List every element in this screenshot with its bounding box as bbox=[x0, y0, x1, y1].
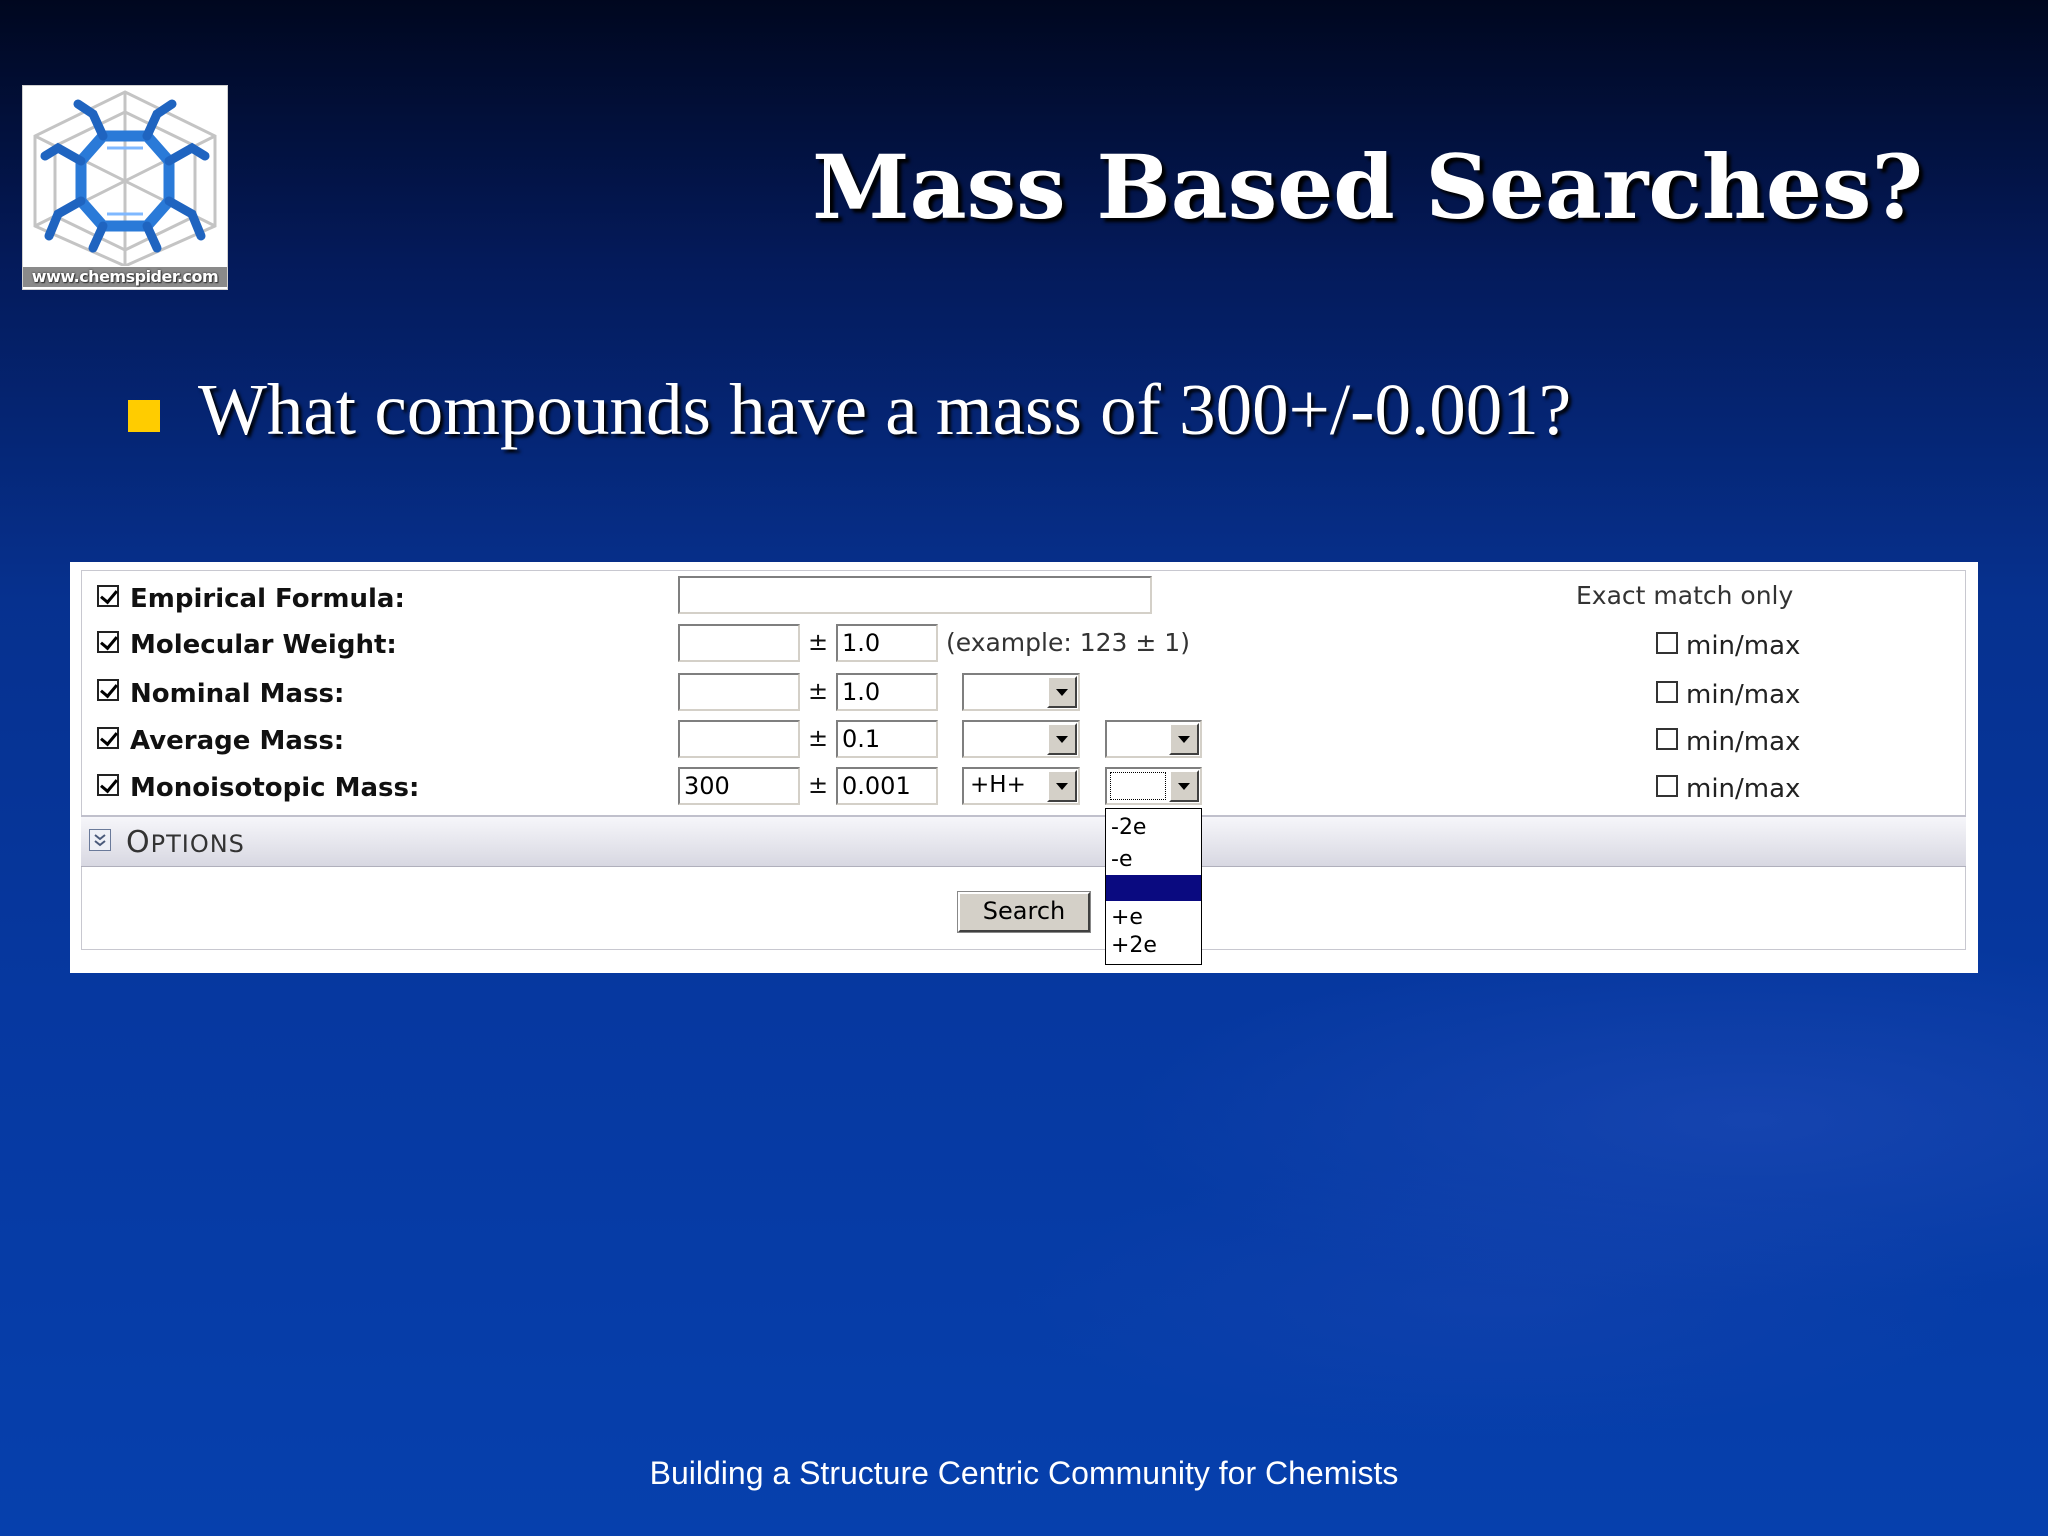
chevron-down-icon[interactable] bbox=[1047, 676, 1077, 708]
plus-minus-symbol: ± bbox=[808, 724, 829, 752]
options-toggle-bar[interactable] bbox=[81, 815, 1966, 867]
chevron-down-icon[interactable] bbox=[1169, 770, 1199, 802]
nominal-mass-checkbox[interactable] bbox=[97, 679, 119, 701]
monoisotopic-mass-minmax-label: min/max bbox=[1686, 774, 1801, 804]
options-label bbox=[126, 825, 245, 860]
molecular-weight-tolerance-input[interactable]: 1.0 bbox=[836, 624, 938, 662]
exact-match-label: Exact match only bbox=[1576, 581, 1794, 610]
bullet-text: What compounds have a mass of 300+/-0.001? bbox=[198, 369, 1572, 450]
plus-minus-symbol: ± bbox=[808, 771, 829, 799]
slide-title: Mass Based Searches? bbox=[812, 135, 1923, 239]
dropdown-option-minus-e[interactable]: -e bbox=[1111, 847, 1133, 872]
plus-minus-symbol: ± bbox=[808, 677, 829, 705]
average-mass-label: Average Mass: bbox=[130, 726, 345, 756]
search-form-panel bbox=[70, 562, 1978, 973]
nominal-mass-adduct-select[interactable] bbox=[962, 673, 1080, 711]
molecular-weight-label: Molecular Weight: bbox=[130, 630, 397, 660]
empirical-formula-checkbox[interactable] bbox=[97, 585, 119, 607]
dropdown-option-blank-selected[interactable] bbox=[1106, 875, 1201, 901]
average-mass-tolerance-input[interactable]: 0.1 bbox=[836, 720, 938, 758]
dropdown-option-minus-2e[interactable]: -2e bbox=[1111, 815, 1147, 840]
charge-dropdown-list[interactable] bbox=[1105, 808, 1202, 965]
monoisotopic-mass-charge-select[interactable] bbox=[1105, 767, 1202, 805]
plus-minus-symbol: ± bbox=[808, 628, 829, 656]
nominal-mass-minmax-label: min/max bbox=[1686, 680, 1801, 710]
logo-url-text: www.chemspider.com bbox=[23, 267, 227, 287]
monoisotopic-mass-label: Monoisotopic Mass: bbox=[130, 773, 420, 803]
options-label-first: O bbox=[126, 825, 151, 860]
average-mass-adduct-select[interactable] bbox=[962, 720, 1080, 758]
average-mass-minmax-checkbox[interactable] bbox=[1656, 728, 1678, 750]
nominal-mass-tolerance-input[interactable]: 1.0 bbox=[836, 673, 938, 711]
bullet-square-icon bbox=[128, 400, 160, 432]
spider-web-icon bbox=[23, 86, 227, 266]
search-button[interactable]: Search bbox=[958, 892, 1090, 932]
chevron-down-icon[interactable] bbox=[1047, 770, 1077, 802]
dropdown-option-plus-e[interactable]: +e bbox=[1111, 905, 1143, 930]
chemspider-logo bbox=[22, 85, 228, 290]
monoisotopic-mass-adduct-select[interactable] bbox=[962, 767, 1080, 805]
molecular-weight-example: (example: 123 ± 1) bbox=[946, 628, 1190, 657]
monoisotopic-mass-minmax-checkbox[interactable] bbox=[1656, 775, 1678, 797]
dropdown-option-plus-2e[interactable]: +2e bbox=[1111, 933, 1157, 958]
nominal-mass-minmax-checkbox[interactable] bbox=[1656, 681, 1678, 703]
average-mass-checkbox[interactable] bbox=[97, 727, 119, 749]
options-label-rest: PTIONS bbox=[150, 830, 245, 858]
slide-footer: Building a Structure Centric Community for Chemists bbox=[649, 1455, 1399, 1491]
average-mass-minmax-label: min/max bbox=[1686, 727, 1801, 757]
chevron-down-icon[interactable] bbox=[1047, 723, 1077, 755]
monoisotopic-mass-input[interactable]: 300 bbox=[678, 767, 800, 805]
double-chevron-down-icon[interactable] bbox=[89, 829, 111, 851]
monoisotopic-mass-tolerance-input[interactable]: 0.001 bbox=[836, 767, 938, 805]
average-mass-input[interactable] bbox=[678, 720, 800, 758]
monoisotopic-mass-checkbox[interactable] bbox=[97, 774, 119, 796]
nominal-mass-label: Nominal Mass: bbox=[130, 679, 345, 709]
molecular-weight-minmax-checkbox[interactable] bbox=[1656, 632, 1678, 654]
focus-outline bbox=[1110, 772, 1166, 800]
empirical-formula-label: Empirical Formula: bbox=[130, 584, 405, 614]
chevron-down-icon[interactable] bbox=[1169, 723, 1199, 755]
selected-value: +H+ bbox=[970, 772, 1026, 798]
nominal-mass-input[interactable] bbox=[678, 673, 800, 711]
molecular-weight-minmax-label: min/max bbox=[1686, 631, 1801, 661]
empirical-formula-input[interactable] bbox=[678, 576, 1152, 614]
molecular-weight-input[interactable] bbox=[678, 624, 800, 662]
average-mass-charge-select[interactable] bbox=[1105, 720, 1202, 758]
molecular-weight-checkbox[interactable] bbox=[97, 631, 119, 653]
